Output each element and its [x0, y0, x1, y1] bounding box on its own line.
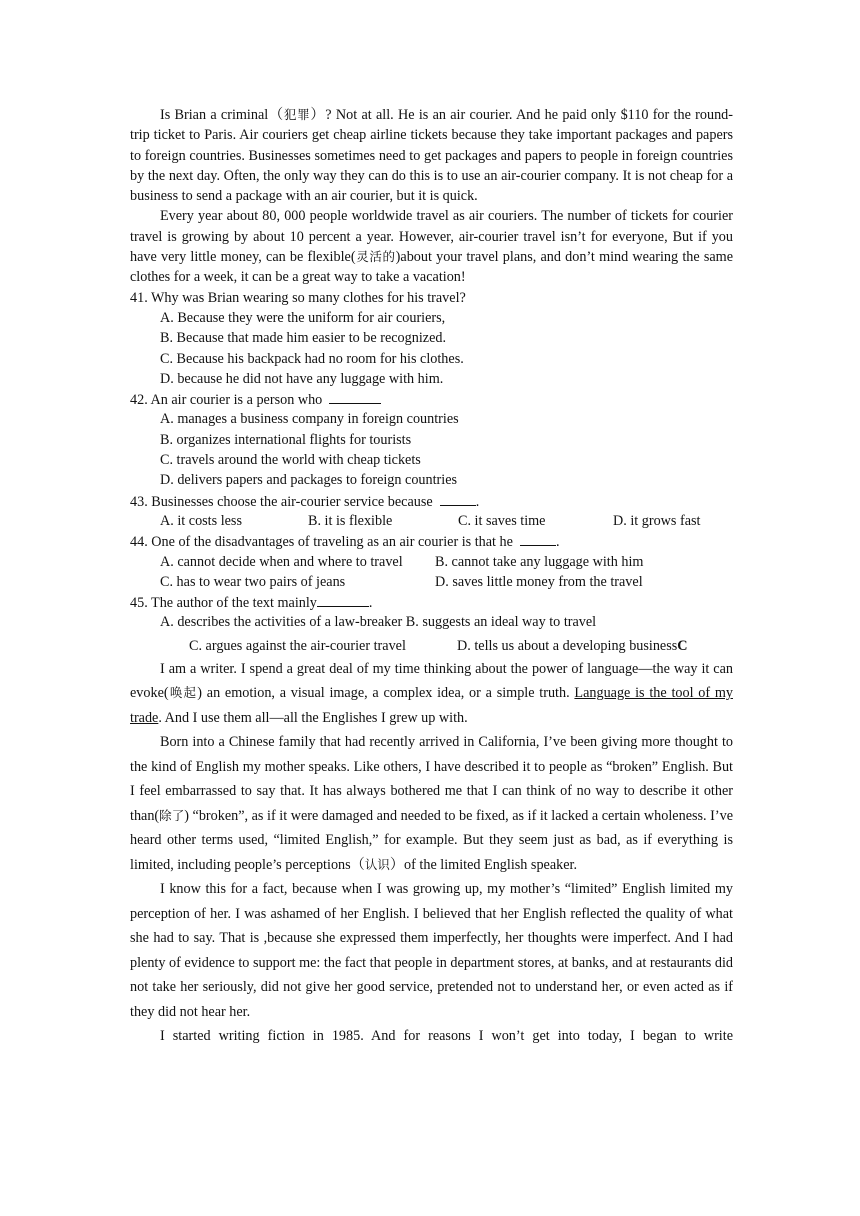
answer-key: C: [677, 637, 688, 654]
question-44: [130, 531, 733, 592]
answer-blank: [440, 491, 476, 506]
question-43: [130, 491, 733, 532]
option-b: B. cannot take any luggage with him: [435, 553, 644, 570]
option-c: C. Because his backpack had no room for his clothes.: [160, 350, 464, 367]
paragraph-5: I know this for a fact, because when I was growing up, my mother’s “limited” English limited my perception of her. I was ashamed of her English. I believed that her English reflected the quality of what she had to say. That is ,because she expressed them imperfectly, her thoughts were imperfect. And I had plenty of evidence to support me: the fact that people in department stores, at banks, and at restaurants did not take her seriously, did not give her good service, pretended not to understand her, or even acted as if they did not hear her.: [130, 881, 733, 1020]
options-row: [130, 552, 733, 572]
question-stem: 45. The author of the text mainly .: [130, 592, 733, 612]
option-a: A. it costs less: [160, 512, 242, 529]
paragraph-1: Is Brian a criminal（犯罪）? Not at all. He is an air courier. And he paid only $110 for the round-trip ticket to Paris. Air couriers get cheap airline tickets because they take important packages and papers to foreign countries. Businesses sometimes need to get packages and papers to people in foreign countries by the next day. Often, the only way they can do this is to use an air-courier company. It is not cheap for a business to send a package with an air courier, but it is quick.: [130, 107, 733, 205]
paragraph-2: Every year about 80, 000 people worldwide travel as air couriers. The number of tickets for courier travel is growing by about 10 percent a year. However, air-courier travel isn’t for everyone, But if you have very little money, can be flexible(灵活的)about your travel plans, and don’t mind wearing the same clothes for a week, it can be a great way to take a vacation!: [130, 208, 733, 286]
option-b: B. Because that made him easier to be recognized.: [160, 330, 447, 347]
option-b: B. it is flexible: [308, 512, 393, 529]
option-d: D. it grows fast: [613, 512, 701, 529]
options-row: [130, 511, 733, 531]
answer-blank: [520, 531, 556, 546]
paragraph-6: I started writing fiction in 1985. And for reasons I won’t get into today, I began to write: [160, 1028, 733, 1045]
options-row: [130, 572, 733, 592]
option-d: D. saves little money from the travel: [435, 573, 643, 590]
document-page: [130, 105, 733, 1049]
options-row: A. describes the activities of a law-breaker B. suggests an ideal way to travel: [160, 614, 597, 631]
option-d: D. delivers papers and packages to foreign countries: [160, 472, 458, 489]
question-45: [130, 592, 733, 657]
paragraph-4: Born into a Chinese family that had recently arrived in California, I’ve been giving more thought to the kind of English my mother speaks. Like others, I have described it to people as “broken” English. But I feel embarrassed to say that. It has always bothered me that I can think of no way to describe it other than(除了) “broken”, as if it were damaged and needed to be fixed, as if it lacked a certain wholeness. I’ve heard other terms used, “limited English,” for example. But they seem just as bad, as if everything is limited, including people’s perceptions（认识）of the limited English speaker.: [130, 734, 733, 873]
options-row: [130, 633, 733, 657]
option-d: D. tells us about a developing business: [457, 637, 678, 654]
question-stem: 42. An air courier is a person who: [130, 389, 733, 409]
question-stem: 44. One of the disadvantages of traveling as an air courier is that he .: [130, 531, 733, 551]
option-c: C. it saves time: [458, 512, 546, 529]
question-41: [130, 288, 733, 389]
paragraph-3: I am a writer. I spend a great deal of my time thinking about the power of language—the way it can evoke(唤起) an emotion, a visual image, a complex idea, or a simple truth. Language is the tool of my trade. And I use them all—all the Englishes I grew up with.: [130, 660, 733, 726]
option-a: A. cannot decide when and where to travel: [160, 553, 403, 570]
option-c: C. argues against the air-courier travel: [189, 637, 406, 654]
option-c: C. travels around the world with cheap tickets: [160, 452, 421, 469]
option-d: D. because he did not have any luggage with him.: [160, 370, 444, 387]
option-a: A. Because they were the uniform for air couriers,: [160, 309, 446, 326]
question-stem: 41. Why was Brian wearing so many clothes for his travel?: [130, 289, 466, 306]
underlined-sentence: Language is the tool of my trade: [130, 685, 733, 726]
question-42: [130, 389, 733, 490]
question-stem: 43. Businesses choose the air-courier service because .: [130, 491, 733, 511]
option-c: C. has to wear two pairs of jeans: [160, 573, 346, 590]
answer-blank: [317, 592, 369, 607]
option-a: A. manages a business company in foreign countries: [160, 411, 459, 428]
answer-blank: [329, 389, 381, 404]
option-b: B. organizes international flights for tourists: [160, 431, 412, 448]
